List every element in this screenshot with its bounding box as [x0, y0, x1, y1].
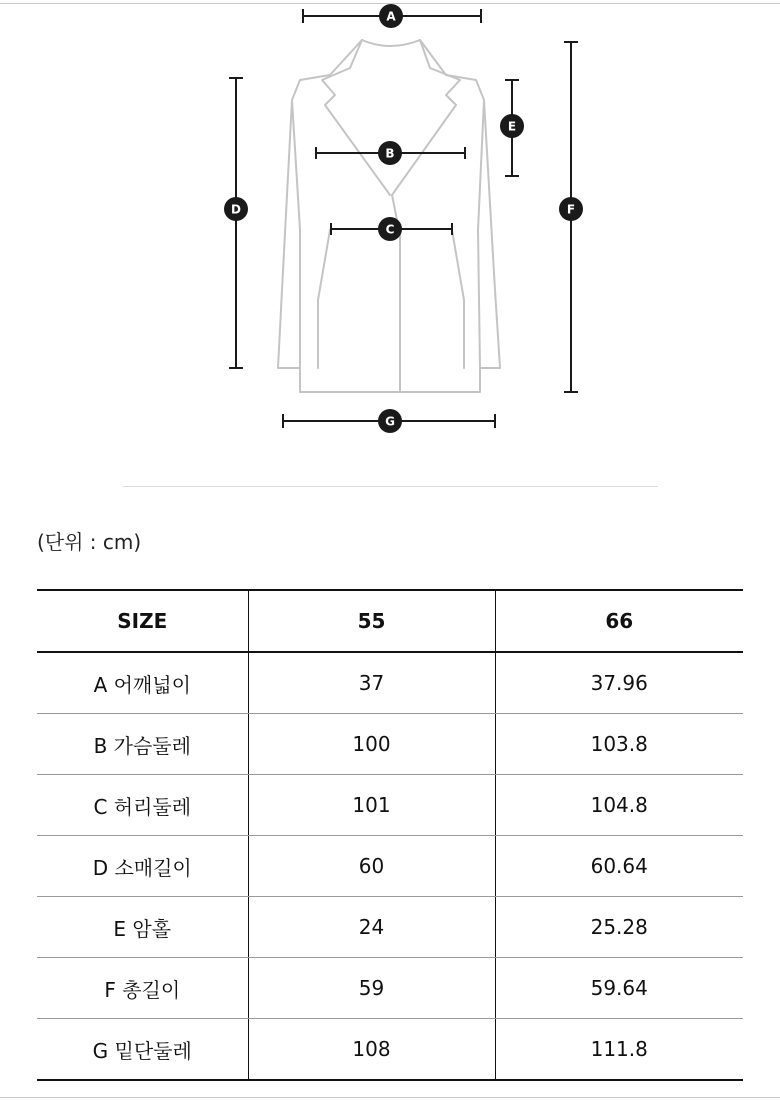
row-label: B 가슴둘레 [37, 714, 248, 775]
row-label: E 암홀 [37, 897, 248, 958]
jacket-illustration [278, 40, 500, 392]
table-row [37, 714, 743, 775]
header-55: 55 [248, 590, 495, 652]
value-66: 104.8 [495, 775, 743, 836]
marker-c [378, 217, 402, 241]
svg-text:E: E [507, 119, 517, 134]
svg-text:F: F [566, 202, 576, 217]
row-label: D 소매길이 [37, 836, 248, 897]
dimension-lines [229, 9, 578, 428]
marker-e [500, 114, 524, 138]
value-55: 24 [248, 897, 495, 958]
table-row [37, 836, 743, 897]
svg-text:A: A [386, 9, 396, 24]
table-row [37, 897, 743, 958]
value-66: 60.64 [495, 836, 743, 897]
table-row [37, 958, 743, 1019]
svg-text:G: G [385, 414, 395, 429]
measurement-diagram [0, 0, 780, 440]
table-row [37, 775, 743, 836]
value-55: 108 [248, 1019, 495, 1081]
header-size: SIZE [37, 590, 248, 652]
size-table [37, 589, 743, 1081]
value-66: 111.8 [495, 1019, 743, 1081]
unit-note: (단위 : cm) [37, 530, 142, 554]
marker-b [378, 141, 402, 165]
value-66: 37.96 [495, 652, 743, 714]
svg-text:B: B [385, 146, 395, 161]
marker-f [559, 197, 583, 221]
svg-text:D: D [231, 202, 241, 217]
value-55: 37 [248, 652, 495, 714]
value-66: 25.28 [495, 897, 743, 958]
table-row [37, 652, 743, 714]
marker-a [379, 4, 403, 28]
svg-text:C: C [385, 222, 395, 237]
bottom-divider [0, 1097, 780, 1098]
value-55: 60 [248, 836, 495, 897]
row-label: F 총길이 [37, 958, 248, 1019]
marker-g [378, 409, 402, 433]
marker-d [224, 197, 248, 221]
value-66: 103.8 [495, 714, 743, 775]
row-label: A 어깨넓이 [37, 652, 248, 714]
value-55: 101 [248, 775, 495, 836]
value-66: 59.64 [495, 958, 743, 1019]
table-header-row [37, 590, 743, 652]
row-label: G 밑단둘레 [37, 1019, 248, 1081]
table-row [37, 1019, 743, 1081]
row-label: C 허리둘레 [37, 775, 248, 836]
header-66: 66 [495, 590, 743, 652]
value-55: 100 [248, 714, 495, 775]
section-divider [123, 486, 658, 487]
value-55: 59 [248, 958, 495, 1019]
